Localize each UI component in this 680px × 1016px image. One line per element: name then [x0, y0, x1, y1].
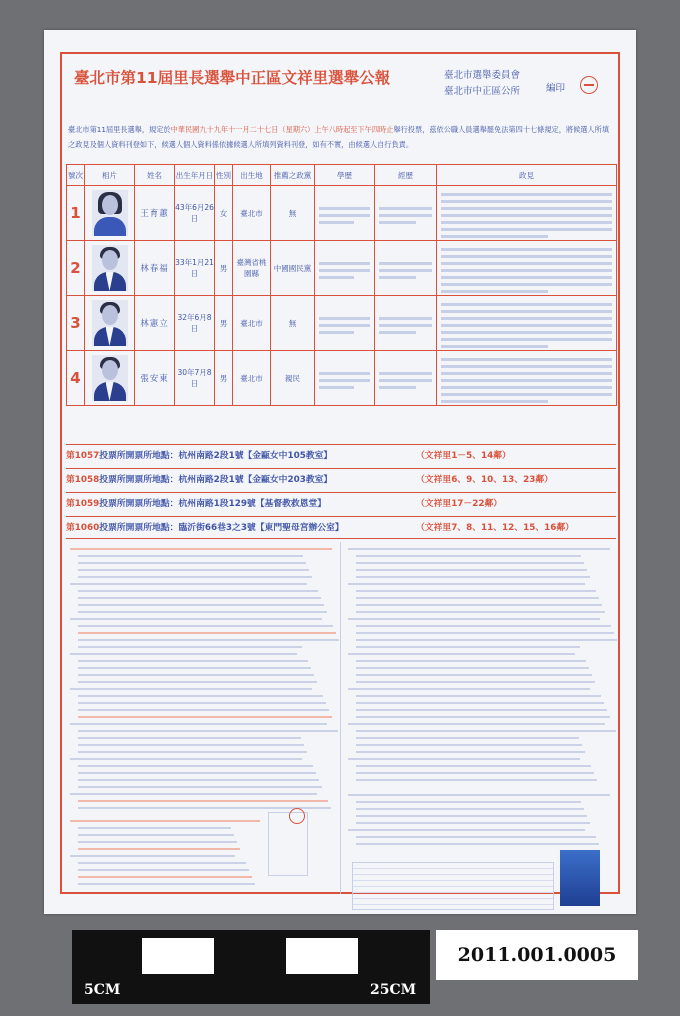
candidate-table-header: [67, 165, 617, 186]
contact-table: [352, 862, 554, 910]
fine-print-line: [78, 604, 324, 606]
candidate-row: [67, 186, 617, 241]
station-villages: （文祥里6、9、10、13、23鄰）: [416, 475, 553, 485]
fine-print-line: [78, 730, 338, 732]
candidate-birthplace: 臺北市: [233, 351, 271, 406]
fine-print-line: [356, 562, 584, 564]
candidate-platform: [437, 351, 617, 406]
issuer-block: [444, 68, 520, 100]
fine-print-line: [356, 779, 597, 781]
fine-print-line: [70, 688, 312, 690]
fine-print-line: [356, 843, 599, 845]
fine-print-line: [356, 801, 581, 803]
fine-print-line: [356, 808, 584, 810]
fine-print-line: [356, 660, 586, 662]
fine-print-line: [78, 834, 234, 836]
station-address: 杭州南路1段129號【基督教救恩堂】: [178, 499, 327, 509]
candidate-experience: [375, 241, 437, 296]
candidate-number: 3: [67, 296, 85, 351]
candidate-gender: 男: [215, 351, 233, 406]
station-label: 投票所開票所地點：: [99, 523, 179, 533]
fine-print-line: [356, 772, 594, 774]
candidate-name: 林春福: [135, 241, 175, 296]
candidate-birthplace: 臺灣省桃園縣: [233, 241, 271, 296]
fine-print-line: [356, 730, 616, 732]
fine-print-line: [70, 653, 297, 655]
fine-print-line: [70, 820, 260, 822]
fine-print-line: [70, 855, 235, 857]
fine-print-line: [356, 709, 607, 711]
fine-print-line: [356, 716, 610, 718]
fine-print-line: [70, 618, 322, 620]
polling-station-list: [66, 444, 616, 540]
header-party: 推薦之政黨: [271, 165, 315, 186]
candidate-name: 王育蕙: [135, 186, 175, 241]
fine-print-line: [78, 772, 316, 774]
header-photo: 相片: [85, 165, 135, 186]
section-divider: [66, 538, 616, 539]
header-education: 學歷: [315, 165, 375, 186]
fine-print-line: [356, 590, 596, 592]
candidate-birth-date: 32年6月8日: [175, 296, 215, 351]
candidate-gender: 女: [215, 186, 233, 241]
fine-print-line: [78, 702, 326, 704]
header-experience: 經歷: [375, 165, 437, 186]
candidate-name: 張安東: [135, 351, 175, 406]
header-birthplace: 出生地: [233, 165, 271, 186]
station-label: 投票所開票所地點：: [99, 475, 179, 485]
candidate-portrait-icon: [92, 245, 128, 291]
candidate-photo-cell: [85, 351, 135, 406]
fine-print-line: [348, 583, 585, 585]
commission-seal-icon: [580, 76, 598, 94]
candidate-education: [315, 241, 375, 296]
candidate-birth-date: 33年1月21日: [175, 241, 215, 296]
candidate-photo-cell: [85, 186, 135, 241]
fine-print-line: [356, 836, 596, 838]
candidate-number: 1: [67, 186, 85, 241]
candidate-birthplace: 臺北市: [233, 186, 271, 241]
candidate-birth-date: 30年7月8日: [175, 351, 215, 406]
campaign-poster-image: [560, 850, 600, 906]
candidate-platform: [437, 241, 617, 296]
candidate-experience: [375, 351, 437, 406]
fine-print-line: [78, 625, 333, 627]
candidate-education: [315, 351, 375, 406]
fine-print-line: [356, 632, 614, 634]
scale-block-white-1: [142, 938, 214, 974]
station-address: 杭州南路2段1號【金甌女中105教室】: [178, 451, 333, 461]
fine-print-line: [70, 723, 327, 725]
candidate-platform: [437, 186, 617, 241]
fine-print-line: [356, 674, 592, 676]
fine-print-line: [78, 632, 336, 634]
scale-label-left: 5CM: [84, 982, 121, 998]
fine-print-line: [356, 702, 604, 704]
fine-print-line: [356, 604, 602, 606]
fine-print-line: [70, 583, 307, 585]
fine-print-line: [356, 822, 590, 824]
candidate-row: [67, 351, 617, 406]
fine-print-line: [348, 653, 575, 655]
header-gender: 性別: [215, 165, 233, 186]
fine-print-line: [356, 667, 589, 669]
fine-print-line: [78, 660, 308, 662]
header-name: 姓名: [135, 165, 175, 186]
station-number: 第1060: [66, 523, 100, 533]
stamp-seal-icon: [289, 808, 305, 824]
fine-print-line: [356, 597, 599, 599]
fine-print-line: [70, 548, 332, 550]
fine-print-line: [356, 765, 591, 767]
station-label: 投票所開票所地點：: [99, 451, 179, 461]
column-divider: [340, 542, 341, 894]
candidate-gender: 男: [215, 296, 233, 351]
fine-print-line: [78, 800, 328, 802]
header-birth: 出生年月日: [175, 165, 215, 186]
candidate-experience: [375, 186, 437, 241]
fine-print-line: [78, 597, 321, 599]
candidate-portrait-icon: [92, 300, 128, 346]
fine-print-line: [78, 709, 329, 711]
printed-label: 編印: [546, 83, 566, 94]
fine-print-line: [348, 688, 590, 690]
fine-print-line: [78, 716, 332, 718]
polling-station-row: [66, 516, 616, 540]
candidate-table: [66, 164, 617, 406]
candidate-row: [67, 241, 617, 296]
candidate-number: 4: [67, 351, 85, 406]
fine-print-line: [78, 737, 301, 739]
fine-print-line: [356, 695, 601, 697]
fine-print-line: [70, 758, 302, 760]
candidate-party: 親民: [271, 351, 315, 406]
fine-print-line: [356, 744, 582, 746]
intro-paragraph: [68, 122, 614, 152]
fine-print-line: [78, 674, 314, 676]
candidate-photo-cell: [85, 296, 135, 351]
candidate-birthplace: 臺北市: [233, 296, 271, 351]
fine-print-line: [356, 625, 611, 627]
candidate-portrait-icon: [92, 355, 128, 401]
fine-print-line: [348, 723, 605, 725]
intro-prefix: 臺北市第11屆里長選舉，規定於: [68, 125, 171, 134]
fine-print-line: [78, 862, 246, 864]
fine-print-line: [78, 779, 319, 781]
fine-print-line: [356, 815, 587, 817]
candidate-party: 無: [271, 296, 315, 351]
fine-print-line: [78, 681, 317, 683]
issuer-district-office: 臺北市中正區公所: [444, 86, 521, 97]
fine-print-line: [78, 883, 255, 885]
header-platform: 政見: [437, 165, 617, 186]
fine-print-line: [78, 590, 318, 592]
fine-print-line: [348, 618, 600, 620]
candidate-education: [315, 186, 375, 241]
candidate-gender: 男: [215, 241, 233, 296]
station-villages: （文祥里17－22鄰）: [416, 499, 503, 509]
fine-print-line: [78, 841, 237, 843]
intro-suffix: 舉行投票，茲依公職人員選舉罷免法第四十七條規定，將候選人所填之政見及個人資料刊登如下，候選人個人資料係依據候選人所填列資料刊登，如有不實，由候選人自行負責。: [68, 125, 610, 149]
bulletin-title: 臺北市第11屆里長選舉中正區文祥里選舉公報: [74, 69, 391, 87]
fine-print-line: [356, 576, 590, 578]
fine-print-line: [78, 639, 339, 641]
fine-print-line: [78, 562, 306, 564]
station-villages: （文祥里1－5、14鄰）: [416, 451, 511, 461]
scale-block-white-2: [286, 938, 358, 974]
station-address: 臨沂街66巷3之3號【東門聖母宮辦公室】: [178, 523, 344, 533]
station-number: 第1058: [66, 475, 100, 485]
fine-print-line: [356, 751, 585, 753]
fine-print-line: [78, 848, 240, 850]
fine-print-line: [78, 555, 303, 557]
fine-print-line: [348, 829, 585, 831]
bulletin-frame: [60, 52, 620, 894]
polling-station-row: [66, 468, 616, 492]
issuer-election-commission: 臺北市選舉委員會: [444, 70, 521, 81]
intro-date: 中華民國九十九年十一月二十七日（星期六）上午八時起至下午四時止: [170, 125, 394, 134]
fine-print-line: [348, 758, 580, 760]
scale-label-right: 25CM: [370, 982, 417, 998]
fine-print-line: [356, 555, 581, 557]
fine-print-line: [78, 646, 302, 648]
fine-print-line: [356, 681, 595, 683]
fine-print-line: [78, 695, 323, 697]
fine-print-line: [348, 548, 610, 550]
candidate-number: 2: [67, 241, 85, 296]
candidate-party: 無: [271, 186, 315, 241]
fine-print-line: [78, 869, 249, 871]
fine-print-line: [78, 876, 252, 878]
station-number: 第1057: [66, 451, 100, 461]
candidate-row: [67, 296, 617, 351]
fine-print-line: [78, 765, 313, 767]
fine-print-line: [70, 793, 317, 795]
fine-print-line: [78, 667, 311, 669]
fine-print-line: [348, 794, 610, 796]
fine-print-line: [356, 737, 579, 739]
candidate-portrait-icon: [92, 190, 128, 236]
fine-print-line: [78, 786, 322, 788]
fine-print-line: [356, 611, 605, 613]
fine-print-line: [356, 639, 617, 641]
fine-print-line: [78, 576, 312, 578]
station-number: 第1059: [66, 499, 100, 509]
candidate-platform: [437, 296, 617, 351]
polling-station-row: [66, 444, 616, 468]
fine-print-line: [78, 569, 309, 571]
station-address: 杭州南路2段1號【金甌女中203教室】: [178, 475, 333, 485]
station-label: 投票所開票所地點：: [99, 499, 179, 509]
fine-print-line: [78, 827, 231, 829]
fine-print-line: [78, 751, 307, 753]
election-bulletin-sheet: [44, 30, 636, 914]
fine-print-line: [78, 611, 327, 613]
candidate-education: [315, 296, 375, 351]
fine-print-line: [356, 646, 580, 648]
candidate-birth-date: 43年6月26日: [175, 186, 215, 241]
polling-station-row: [66, 492, 616, 516]
candidate-experience: [375, 296, 437, 351]
header-number: 號次: [67, 165, 85, 186]
station-villages: （文祥里7、8、11、12、15、16鄰）: [416, 523, 574, 533]
candidate-party: 中國國民黨: [271, 241, 315, 296]
scale-bar: [72, 930, 430, 1004]
fine-print-line: [78, 744, 304, 746]
fine-print-line: [356, 569, 587, 571]
candidate-name: 林憲立: [135, 296, 175, 351]
accession-number-label: 2011.001.0005: [436, 930, 638, 980]
candidate-photo-cell: [85, 241, 135, 296]
